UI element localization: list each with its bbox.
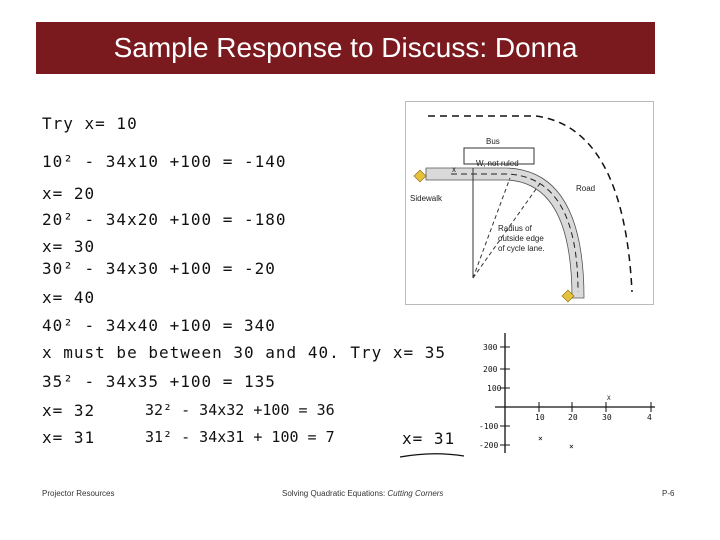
y-tick-label: 100 <box>487 384 502 393</box>
y-tick-label: 300 <box>483 343 498 352</box>
slide-title: Sample Response to Discuss: Donna <box>113 32 578 63</box>
road-diagram <box>405 101 654 305</box>
work-line: x= 31 <box>42 428 96 447</box>
footer-center: Solving Quadratic Equations: Cutting Corners <box>282 489 444 498</box>
sidewalk-label: Sidewalk <box>410 194 443 203</box>
y-tick-label: 200 <box>483 365 498 374</box>
bus-label: Bus <box>486 137 500 146</box>
footer-task-title: Cutting Corners <box>387 489 444 498</box>
x-tick-label: 20 <box>568 413 578 422</box>
answer-text: x= 31 <box>402 429 456 448</box>
x-tick-label: 30 <box>602 413 612 422</box>
work-line: 30² - 34x30 +100 = -20 <box>42 259 276 278</box>
radius-label: outside edge <box>498 234 544 243</box>
svg-text:×: × <box>569 442 574 451</box>
work-line: x= 30 <box>42 237 96 256</box>
work-line: x= 40 <box>42 288 96 307</box>
work-line: x= 32 <box>42 401 96 420</box>
x-tick-mark: X <box>607 395 611 402</box>
x-label: x <box>452 165 456 174</box>
road-diagram-graphic <box>406 102 653 304</box>
work-line: Try x= 10 <box>42 114 138 133</box>
work-line: 20² - 34x20 +100 = -180 <box>42 210 287 229</box>
radius-label: of cycle lane. <box>498 244 545 253</box>
x-tick-label: 4 <box>647 413 652 422</box>
page-number: P-6 <box>662 489 675 498</box>
work-line: x= 20 <box>42 184 96 203</box>
svg-text:×: × <box>538 434 543 443</box>
work-line: 10² - 34x10 +100 = -140 <box>42 152 287 171</box>
work-line: 31² - 34x31 + 100 = 7 <box>145 428 335 446</box>
work-line: 40² - 34x40 +100 = 340 <box>42 316 276 335</box>
road-label: Road <box>576 184 596 193</box>
radius-label: Radius of <box>498 224 532 233</box>
x-tick-label: 10 <box>535 413 545 422</box>
sketch-graph <box>455 325 660 455</box>
y-tick-label: -100 <box>479 422 499 431</box>
y-tick-label: -200 <box>479 441 499 450</box>
work-line: x must be between 30 and 40. Try x= 35 <box>42 343 447 362</box>
footer-left: Projector Resources <box>42 489 115 498</box>
width-label: W, not ruled <box>476 159 519 168</box>
work-line: 32² - 34x32 +100 = 36 <box>145 401 335 419</box>
work-line: 35² - 34x35 +100 = 135 <box>42 372 276 391</box>
